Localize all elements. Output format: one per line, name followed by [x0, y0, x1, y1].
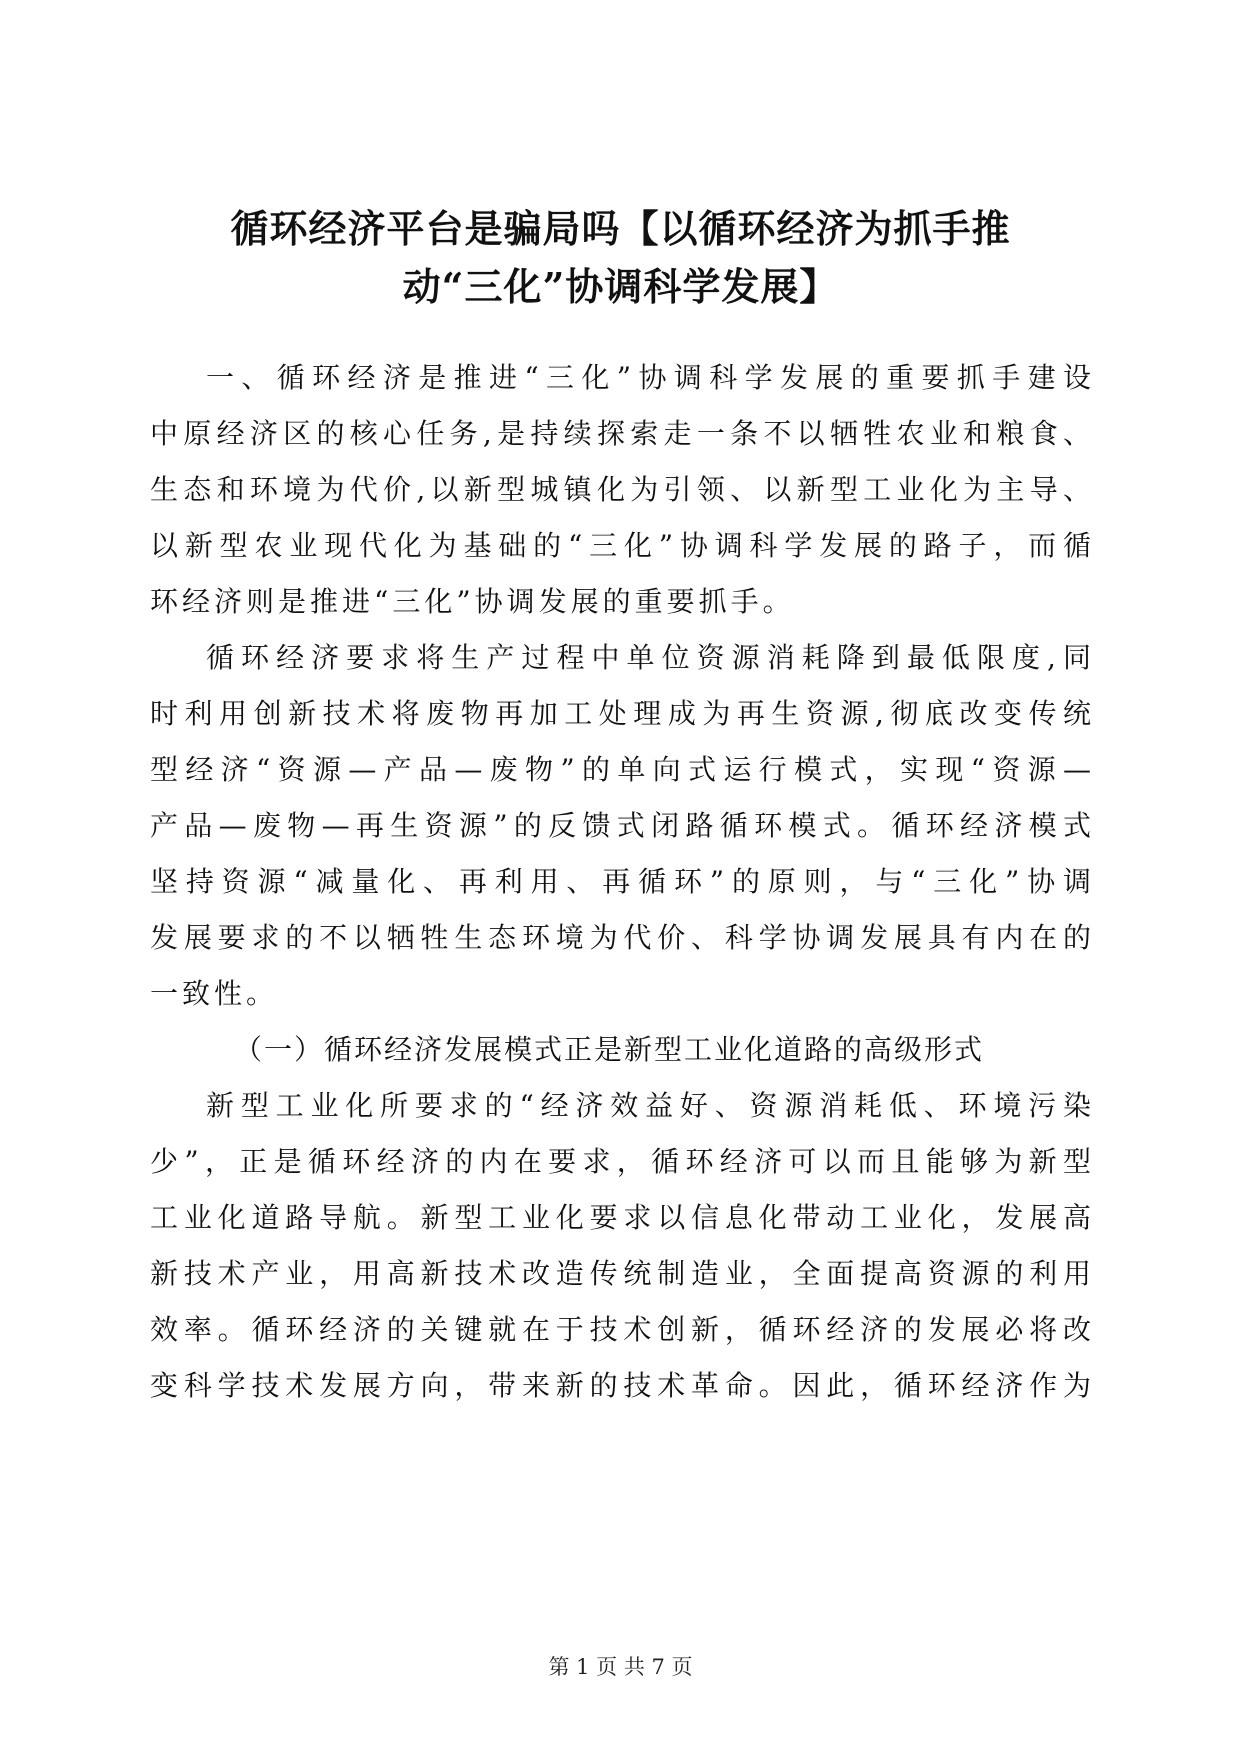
paragraph-line: 新技术产业，用高新技术改造传统制造业，全面提高资源的利用 [150, 1257, 1091, 1290]
paragraph-line: 环经济则是推进“三化”协调发展的重要抓手。 [150, 585, 795, 618]
paragraph-line: 新型工业化所要求的“经济效益好、资源消耗低、环境污染 [206, 1089, 1091, 1122]
paragraph-line: 循环经济要求将生产过程中单位资源消耗降到最低限度,同 [206, 641, 1091, 674]
paragraph-line: 型经济“资源—产品—废物”的单向式运行模式，实现“资源— [150, 753, 1091, 786]
document-title [150, 200, 1091, 316]
paragraph-line: 中原经济区的核心任务,是持续探索走一条不以牺牲农业和粮食、 [150, 417, 1091, 450]
paragraph-line: 以新型农业现代化为基础的“三化”协调科学发展的路子，而循 [150, 529, 1091, 562]
section-heading: （一）循环经济发展模式正是新型工业化道路的高级形式 [234, 1033, 985, 1066]
document-body [150, 350, 1091, 1414]
paragraph-line: 生态和环境为代价,以新型城镇化为引领、以新型工业化为主导、 [150, 473, 1091, 506]
paragraph-line: 一致性。 [150, 977, 279, 1010]
paragraph-line: 坚持资源“减量化、再利用、再循环”的原则，与“三化”协调 [150, 865, 1091, 898]
paragraph-line: 产品—废物—再生资源”的反馈式闭路循环模式。循环经济模式 [150, 809, 1091, 842]
title-line: 循环经济平台是骗局吗【以循环经济为抓手推 [230, 206, 1011, 251]
page-number-footer: 第 1 页 共 7 页 [548, 1655, 693, 1679]
paragraph-line: 发展要求的不以牺牲生态环境为代价、科学协调发展具有内在的 [150, 921, 1091, 954]
paragraph-line: 工业化道路导航。新型工业化要求以信息化带动工业化，发展高 [150, 1201, 1091, 1234]
paragraph-line: 效率。循环经济的关键就在于技术创新，循环经济的发展必将改 [150, 1313, 1091, 1346]
title-line: 动“三化”协调科学发展】 [402, 264, 839, 309]
paragraph-line: 变科学技术发展方向，带来新的技术革命。因此，循环经济作为 [150, 1369, 1091, 1402]
paragraph-line: 时利用创新技术将废物再加工处理成为再生资源,彻底改变传统 [150, 697, 1091, 730]
paragraph-line: 一、循环经济是推进“三化”协调科学发展的重要抓手建设 [206, 361, 1091, 394]
paragraph-line: 少”，正是循环经济的内在要求，循环经济可以而且能够为新型 [150, 1145, 1091, 1178]
